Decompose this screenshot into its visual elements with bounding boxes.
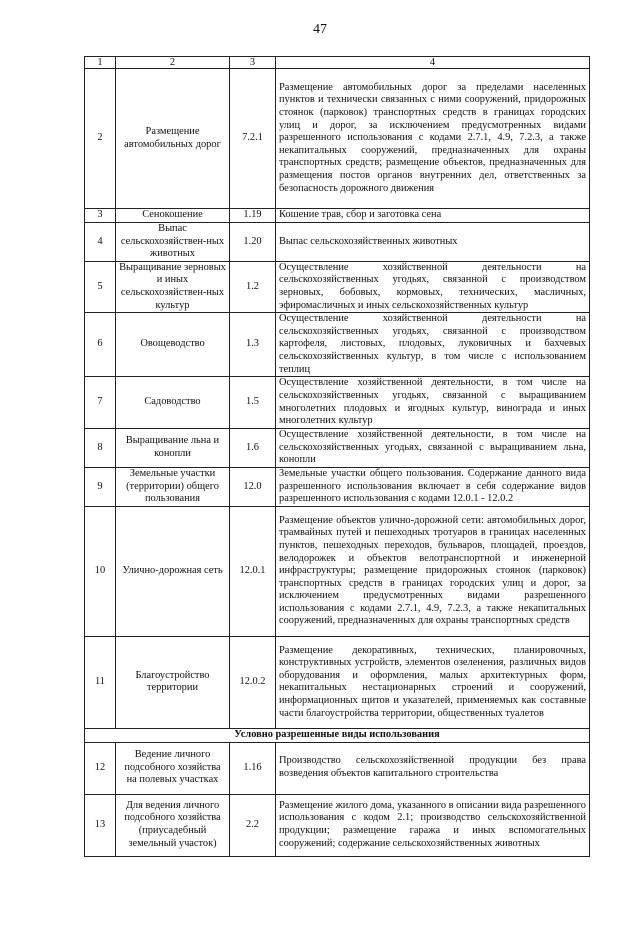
land-use-description: Кошение трав, сбор и заготовка сена bbox=[276, 209, 590, 223]
row-number: 12 bbox=[85, 742, 116, 794]
row-number: 6 bbox=[85, 313, 116, 377]
land-use-code: 1.6 bbox=[230, 429, 276, 468]
land-use-code: 1.20 bbox=[230, 223, 276, 262]
row-number: 13 bbox=[85, 794, 116, 856]
land-use-name: Садоводство bbox=[116, 377, 230, 429]
land-use-code: 12.0 bbox=[230, 467, 276, 506]
land-use-code: 12.0.2 bbox=[230, 636, 276, 728]
land-use-code: 1.19 bbox=[230, 209, 276, 223]
land-use-name: Земельные участки (территории) общего пользования bbox=[116, 467, 230, 506]
land-use-name: Выращивание льна и конопли bbox=[116, 429, 230, 468]
land-use-name: Сенокошение bbox=[116, 209, 230, 223]
land-use-name: Благоустройство территории bbox=[116, 636, 230, 728]
table-row bbox=[85, 69, 590, 209]
land-use-description: Осуществление хозяйственной деятельности на сельскохозяйственных угодьях, связанной с производством зерновых, бобовых, кормовых, технических, масличных, эфиромасличных и иных сельскохозяйственных культур bbox=[276, 261, 590, 312]
land-use-code: 1.2 bbox=[230, 261, 276, 312]
header-cell: 2 bbox=[116, 57, 230, 69]
row-number: 3 bbox=[85, 209, 116, 223]
land-use-code: 2.2 bbox=[230, 794, 276, 856]
land-use-name: Выпас сельскохозяйствен-ных животных bbox=[116, 223, 230, 262]
table-row bbox=[85, 209, 590, 223]
section-title: Условно разрешенные виды использования bbox=[85, 728, 590, 742]
row-number: 7 bbox=[85, 377, 116, 429]
header-row bbox=[85, 57, 590, 69]
land-use-description: Размещение объектов улично-дорожной сети: автомобильных дорог, трамвайных путей и пешеходных тротуаров в границах населенных пунктов, пешеходных переходов, бульваров, площадей, проездов, велодорожек и объектов велотранспортной и инженерной инфраструктуры; размещение придорожных стоянок (парковок) транспортных средств в границах городских улиц и дорог, за исключением предусмотренных видами разрешенного использования с кодами 2.7.1, 4.9, 7.2.3, а также некапитальных сооружений, предназначенных для охраны транспортных средств bbox=[276, 506, 590, 636]
table-row bbox=[85, 429, 590, 468]
row-number: 11 bbox=[85, 636, 116, 728]
land-use-code: 12.0.1 bbox=[230, 506, 276, 636]
table-row bbox=[85, 377, 590, 429]
table-row bbox=[85, 636, 590, 728]
land-use-name: Овощеводство bbox=[116, 313, 230, 377]
row-number: 2 bbox=[85, 69, 116, 209]
land-use-description: Осуществление хозяйственной деятельности, в том числе на сельскохозяйственных угодьях, связанной с выращиванием льна, конопли bbox=[276, 429, 590, 468]
land-use-name: Размещение автомобильных дорог bbox=[116, 69, 230, 209]
row-number: 8 bbox=[85, 429, 116, 468]
land-use-code: 1.3 bbox=[230, 313, 276, 377]
table-row bbox=[85, 261, 590, 312]
land-use-name: Для ведения личного подсобного хозяйства (приусадебный земельный участок) bbox=[116, 794, 230, 856]
table-row bbox=[85, 467, 590, 506]
land-use-code: 1.5 bbox=[230, 377, 276, 429]
land-use-description: Осуществление хозяйственной деятельности на сельскохозяйственных угодьях, связанной с производством картофеля, листовых, плодовых, луковичных и бахчевых сельскохозяйственных культур, в том числе с использованием теплиц bbox=[276, 313, 590, 377]
row-number: 5 bbox=[85, 261, 116, 312]
land-use-code: 7.2.1 bbox=[230, 69, 276, 209]
land-use-description: Осуществление хозяйственной деятельности, в том числе на сельскохозяйственных угодьях, связанной с выращиванием многолетних плодовых и ягодных культур, винограда и иных многолетних культур bbox=[276, 377, 590, 429]
land-use-name: Выращивание зерновых и иных сельскохозяйствен-ных культур bbox=[116, 261, 230, 312]
row-number: 4 bbox=[85, 223, 116, 262]
land-use-description: Размещение автомобильных дорог за пределами населенных пунктов и технически связанных с ними сооружений, придорожных стоянок (парковок) транспортных средств в границах городских улиц и дорог, за исключением предусмотренных видами разрешенного использования с кодами 2.7.1, 4.9, 7.2.3, а также некапитальных сооружений, предназначенных для охраны транспортных средств; размещение объектов, предназначенных для размещения постов органов внутренних дел, ответственных за безопасность дорожного движения bbox=[276, 69, 590, 209]
table-row bbox=[85, 506, 590, 636]
land-use-description: Размещение жилого дома, указанного в описании вида разрешенного использования с кодом 2.1; производство сельскохозяйственной продукции; размещение гаража и иных вспомогательных сооружений; содержание сельскохозяйственных животных bbox=[276, 794, 590, 856]
land-use-description: Размещение декоративных, технических, планировочных, конструктивных устройств, элементов озеленения, различных видов оборудования и оформления, малых архитектурных форм, некапитальных нестационарных строений и сооружений, информационных щитов и указателей, применяемых как составные части благоустройства территории, общественных туалетов bbox=[276, 636, 590, 728]
land-use-table bbox=[84, 56, 590, 857]
header-cell: 3 bbox=[230, 57, 276, 69]
row-number: 10 bbox=[85, 506, 116, 636]
table-row bbox=[85, 313, 590, 377]
land-use-description: Земельные участки общего пользования. Содержание данного вида разрешенного использования включает в себя содержание видов разрешенного использования с кодами 12.0.1 - 12.0.2 bbox=[276, 467, 590, 506]
table-row bbox=[85, 794, 590, 856]
section-row bbox=[85, 728, 590, 742]
land-use-name: Улично-дорожная сеть bbox=[116, 506, 230, 636]
header-cell: 4 bbox=[276, 57, 590, 69]
page-number: 47 bbox=[313, 22, 327, 37]
land-use-description: Производство сельскохозяйственной продукции без права возведения объектов капитального строительства bbox=[276, 742, 590, 794]
row-number: 9 bbox=[85, 467, 116, 506]
header-cell: 1 bbox=[85, 57, 116, 69]
land-use-name: Ведение личного подсобного хозяйства на полевых участках bbox=[116, 742, 230, 794]
land-use-code: 1.16 bbox=[230, 742, 276, 794]
table-body bbox=[85, 57, 590, 857]
table-row bbox=[85, 223, 590, 262]
table-row bbox=[85, 742, 590, 794]
land-use-description: Выпас сельскохозяйственных животных bbox=[276, 223, 590, 262]
